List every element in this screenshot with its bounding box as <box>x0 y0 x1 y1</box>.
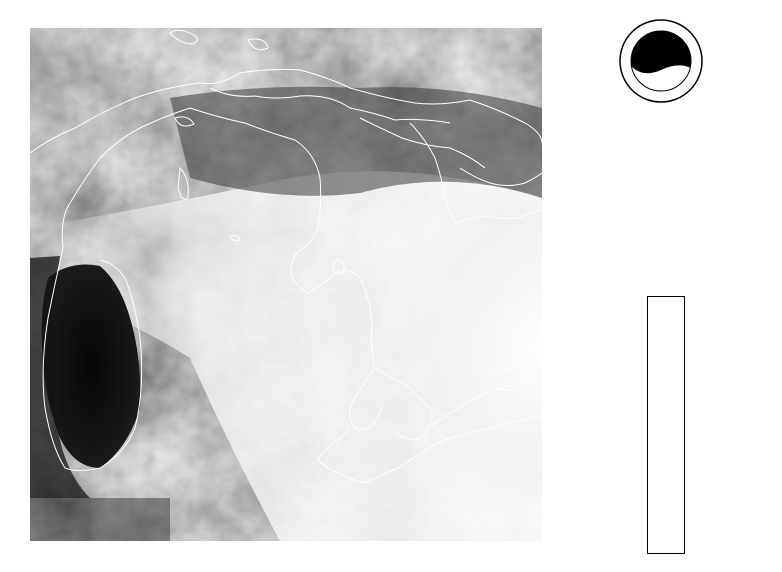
noaa-logo <box>618 18 704 104</box>
reflectance-colorbar <box>647 296 685 554</box>
satellite-map <box>30 28 542 541</box>
